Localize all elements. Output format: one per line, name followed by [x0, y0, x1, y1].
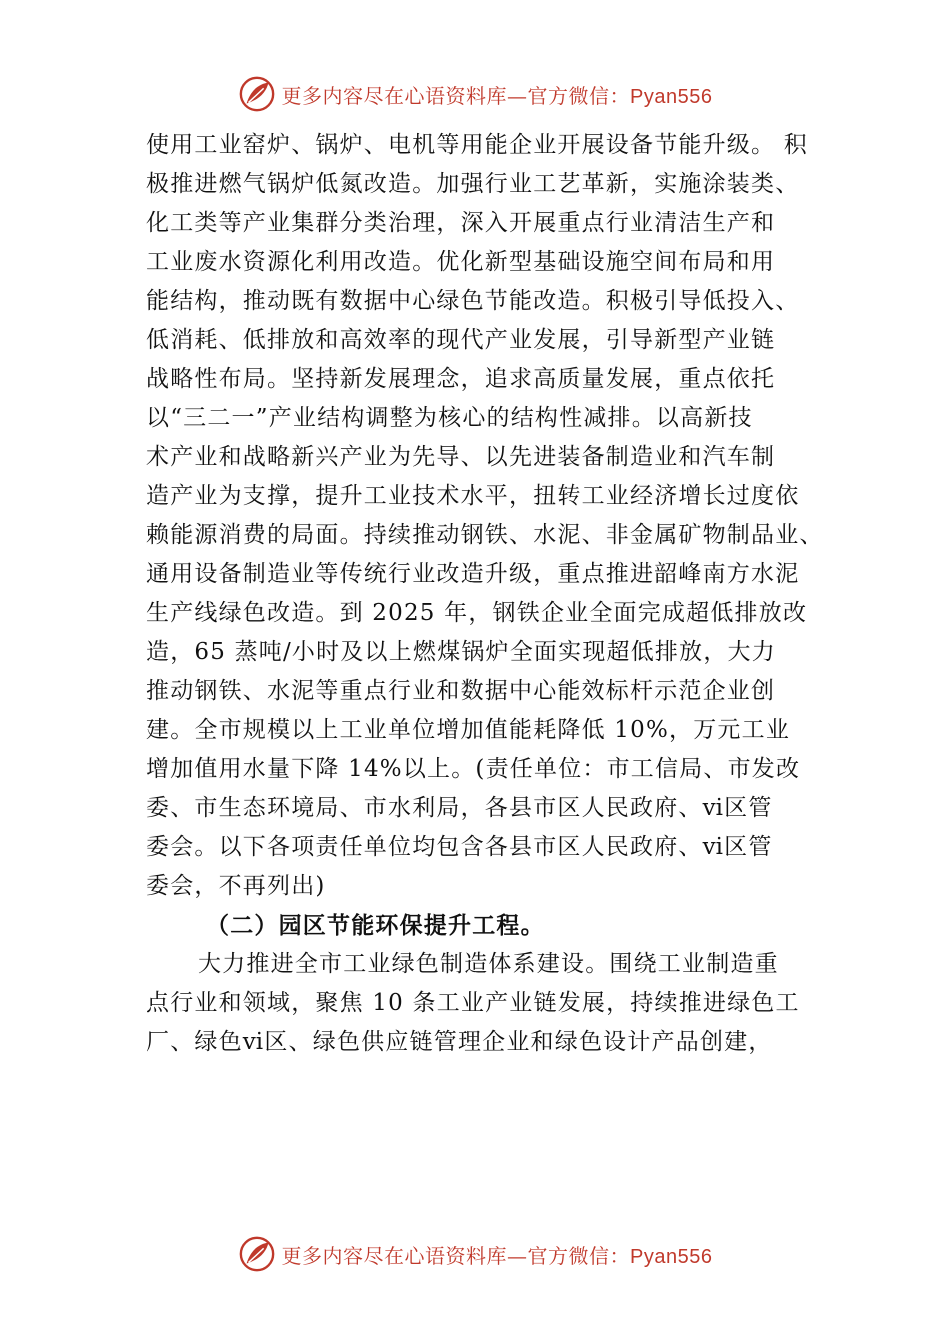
watermark-text: 更多内容尽在心语资料库—官方微信：Pyan556: [281, 1243, 713, 1268]
paragraph-line: 能结构，推动既有数据中心绿色节能改造。积极引导低投入、: [146, 288, 800, 314]
footer-watermark: [0, 1230, 950, 1278]
paragraph-line: 造产业为支撑，提升工业技术水平，扭转工业经济增长过度依: [146, 483, 800, 509]
paragraph-line: 极推进燃气锅炉低氮改造。加强行业工艺革新，实施涂装类、: [146, 171, 800, 197]
paragraph-line: 推动钢铁、水泥等重点行业和数据中心能效标杆示范企业创: [146, 678, 776, 704]
paragraph-line: 造，65 蒸吨/小时及以上燃煤锅炉全面实现超低排放，大力: [146, 639, 776, 665]
paragraph-line: 点行业和领域，聚焦 10 条工业产业链发展，持续推进绿色工: [146, 990, 800, 1016]
wechat-id: Pyan556: [630, 85, 713, 108]
paragraph-line: 战略性布局。坚持新发展理念，追求高质量发展，重点依托: [146, 366, 776, 392]
watermark-text: 更多内容尽在心语资料库—官方微信：Pyan556: [281, 83, 713, 108]
paragraph-line: 大力推进全市工业绿色制造体系建设。围绕工业制造重: [198, 951, 779, 977]
leaf-logo-icon: [238, 1235, 276, 1273]
wechat-id: Pyan556: [630, 1245, 713, 1268]
paragraph-line: 增加值用水量下降 14%以上。(责任单位：市工信局、市发改: [146, 756, 801, 782]
paragraph-line: 低消耗、低排放和高效率的现代产业发展，引导新型产业链: [146, 327, 776, 353]
paragraph-line: 厂、绿色ⅵ区、绿色供应链管理企业和绿色设计产品创建，: [146, 1029, 773, 1055]
paragraph-line: 化工类等产业集群分类治理，深入开展重点行业清洁生产和: [146, 210, 776, 236]
paragraph-line: 术产业和战略新兴产业为先导、以先进装备制造业和汽车制: [146, 444, 776, 470]
paragraph-line: 委会，不再列出): [146, 873, 326, 899]
paragraph-line: 建。全市规模以上工业单位增加值能耗降低 10%，万元工业: [146, 717, 791, 743]
paragraph-line: 使用工业窑炉、锅炉、电机等用能企业开展设备节能升级。 积: [146, 132, 808, 158]
paragraph-line: 委、市生态环境局、市水利局，各县市区人民政府、ⅵ区管: [146, 795, 773, 821]
header-watermark: [0, 70, 950, 118]
document-body: [146, 126, 826, 1062]
paragraph-line: 委会。以下各项责任单位均包含各县市区人民政府、ⅵ区管: [146, 834, 773, 860]
paragraph-line: 工业废水资源化利用改造。优化新型基础设施空间布局和用: [146, 249, 776, 275]
paragraph-line: 生产线绿色改造。到 2025 年，钢铁企业全面完成超低排放改: [146, 600, 808, 626]
paragraph-line: 通用设备制造业等传统行业改造升级，重点推进韶峰南方水泥: [146, 561, 800, 587]
section-heading: （二）园区节能环保提升工程。: [206, 912, 545, 939]
leaf-logo-icon: [238, 75, 276, 113]
paragraph-line: 赖能源消费的局面。持续推动钢铁、水泥、非金属矿物制品业、: [146, 522, 824, 548]
paragraph-line: 以“三二一”产业结构调整为核心的结构性减排。以高新技: [146, 405, 753, 431]
